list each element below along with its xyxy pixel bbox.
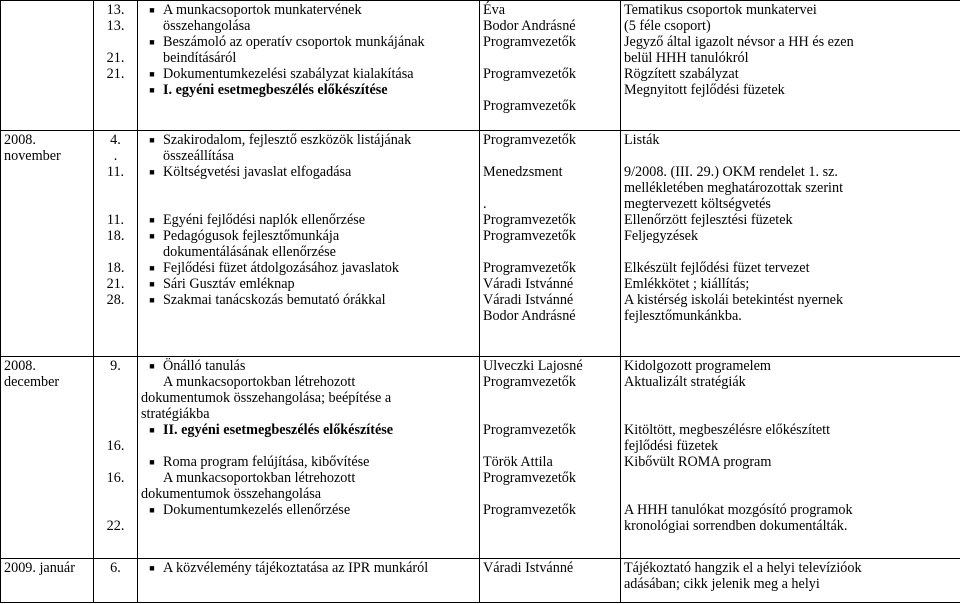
activity-item: A munkacsoportokban létrehozott dokumentumok összehangolása [141, 470, 356, 502]
activity-item: ■ Önálló tanulás [141, 358, 476, 374]
day-number: 13. [106, 18, 125, 34]
square-bullet-icon [141, 212, 163, 228]
square-bullet-icon [141, 260, 163, 276]
activity-item: ■ Fejlődési füzet átdolgozásához javaslatok [141, 260, 476, 276]
square-bullet-icon [141, 132, 163, 148]
activity-cell [138, 559, 480, 603]
activity-item: ■ Szakirodalom, fejlesztő eszközök listájának összeállítása [141, 132, 476, 164]
date-cell: 2008. december [1, 357, 94, 559]
activity-item: ■ A közvélemény tájékoztatása az IPR munkáról [141, 560, 476, 576]
table-row [1, 131, 960, 357]
activity-item: ■ Roma program felújítása, kibővítése [141, 454, 476, 470]
square-bullet-icon [141, 276, 163, 292]
square-bullet-icon [141, 502, 163, 518]
output-cell: Kidolgozott programelem Aktualizált stratégiák Kitöltött, megbeszélésre előkészített fejlődési füzetek Kibővült ROMA program A HHH tanulókat mozgósító programok kronológiai sorrendben dokumentálták. [621, 357, 960, 559]
square-bullet-icon [141, 2, 163, 18]
date-cell: 2009. január [1, 559, 94, 603]
square-bullet-icon [141, 228, 163, 244]
day-number: 21. [106, 66, 125, 82]
output-cell: Listák 9/2008. (III. 29.) OKM rendelet 1. sz. mellékletében meghatározottak szerint megtervezett költségvetés Ellenőrzött fejlesztési füzetek Feljegyzések Elkészült fejlődési füzet tervezet Emlékkötet ; kiállítás; A kistérség iskolái betekintést nyernek fejlesztőmunkánkba. [621, 131, 960, 357]
day-cell: 6. [94, 559, 138, 603]
square-bullet-icon [141, 82, 163, 98]
responsible-cell: Éva Bodor Andrásné Programvezetők Programvezetők Programvezetők [480, 1, 621, 131]
date-cell [1, 1, 94, 131]
activity-item: ■ Pedagógusok fejlesztőmunkája dokumentálásának ellenőrzése [141, 228, 476, 260]
square-bullet-icon [141, 454, 163, 470]
activity-item: ■ Szakmai tanácskozás bemutató órákkal [141, 292, 476, 308]
activity-item: A munkacsoportokban létrehozott dokumentumok összehangolása; beépítése a stratégiákba [141, 374, 392, 422]
date-cell: 2008. november [1, 131, 94, 357]
square-bullet-icon [141, 34, 163, 50]
activity-item: ■ Egyéni fejlődési naplók ellenőrzése [141, 212, 476, 228]
activity-item: ■ A munkacsoportok munkatervének összehangolása [141, 2, 476, 34]
activity-item: ■ I. egyéni esetmegbeszélés előkészítése [141, 82, 476, 98]
square-bullet-icon [141, 66, 163, 82]
activity-cell [138, 357, 480, 559]
day-number: 21. [106, 50, 125, 66]
square-bullet-icon [141, 422, 163, 438]
activity-cell [138, 131, 480, 357]
day-cell [94, 1, 138, 131]
responsible-cell: Ulveczki Lajosné Programvezetők Programvezetők Török Attila Programvezetők Programvezetők [480, 357, 621, 559]
square-bullet-icon [141, 358, 163, 374]
responsible-cell: Programvezetők Menedzsment . Programvezetők Programvezetők Programvezetők Váradi Istvánné Váradi Istvánné Bodor Andrásné [480, 131, 621, 357]
day-number [94, 34, 137, 50]
day-number: 13. [106, 2, 125, 18]
activity-item: ■ Dokumentumkezelési szabályzat kialakítása [141, 66, 476, 82]
day-cell: 9. 16. 16. 22. [94, 357, 138, 559]
activity-item: ■ Dokumentumkezelés ellenőrzése [141, 502, 476, 518]
activity-item: ■ II. egyéni esetmegbeszélés előkészítése [141, 422, 476, 438]
table-row [1, 559, 960, 603]
table-row [1, 357, 960, 559]
activity-item: ■ Költségvetési javaslat elfogadása [141, 164, 476, 180]
square-bullet-icon [141, 164, 163, 180]
day-cell: 4. . 11. 11. 18. 18. 21. 28. [94, 131, 138, 357]
output-cell: Tájékoztató hangzik el a helyi televízióok adásában; cikk jelenik meg a helyi [621, 559, 960, 603]
square-bullet-icon [141, 560, 163, 576]
activity-item: ■ Beszámoló az operatív csoportok munkájának beindításáról [141, 34, 476, 66]
activity-cell [138, 1, 480, 131]
output-cell: Tematikus csoportok munkatervei (5 féle csoport) Jegyző által igazolt névsor a HH és ezen belül HHH tanulókról Rögzített szabályzat Megnyitott fejlődési füzetek [621, 1, 960, 131]
square-bullet-icon [141, 292, 163, 308]
responsible-cell: Váradi Istvánné [480, 559, 621, 603]
activity-item: ■ Sári Gusztáv emléknap [141, 276, 476, 292]
table-row [1, 1, 960, 131]
